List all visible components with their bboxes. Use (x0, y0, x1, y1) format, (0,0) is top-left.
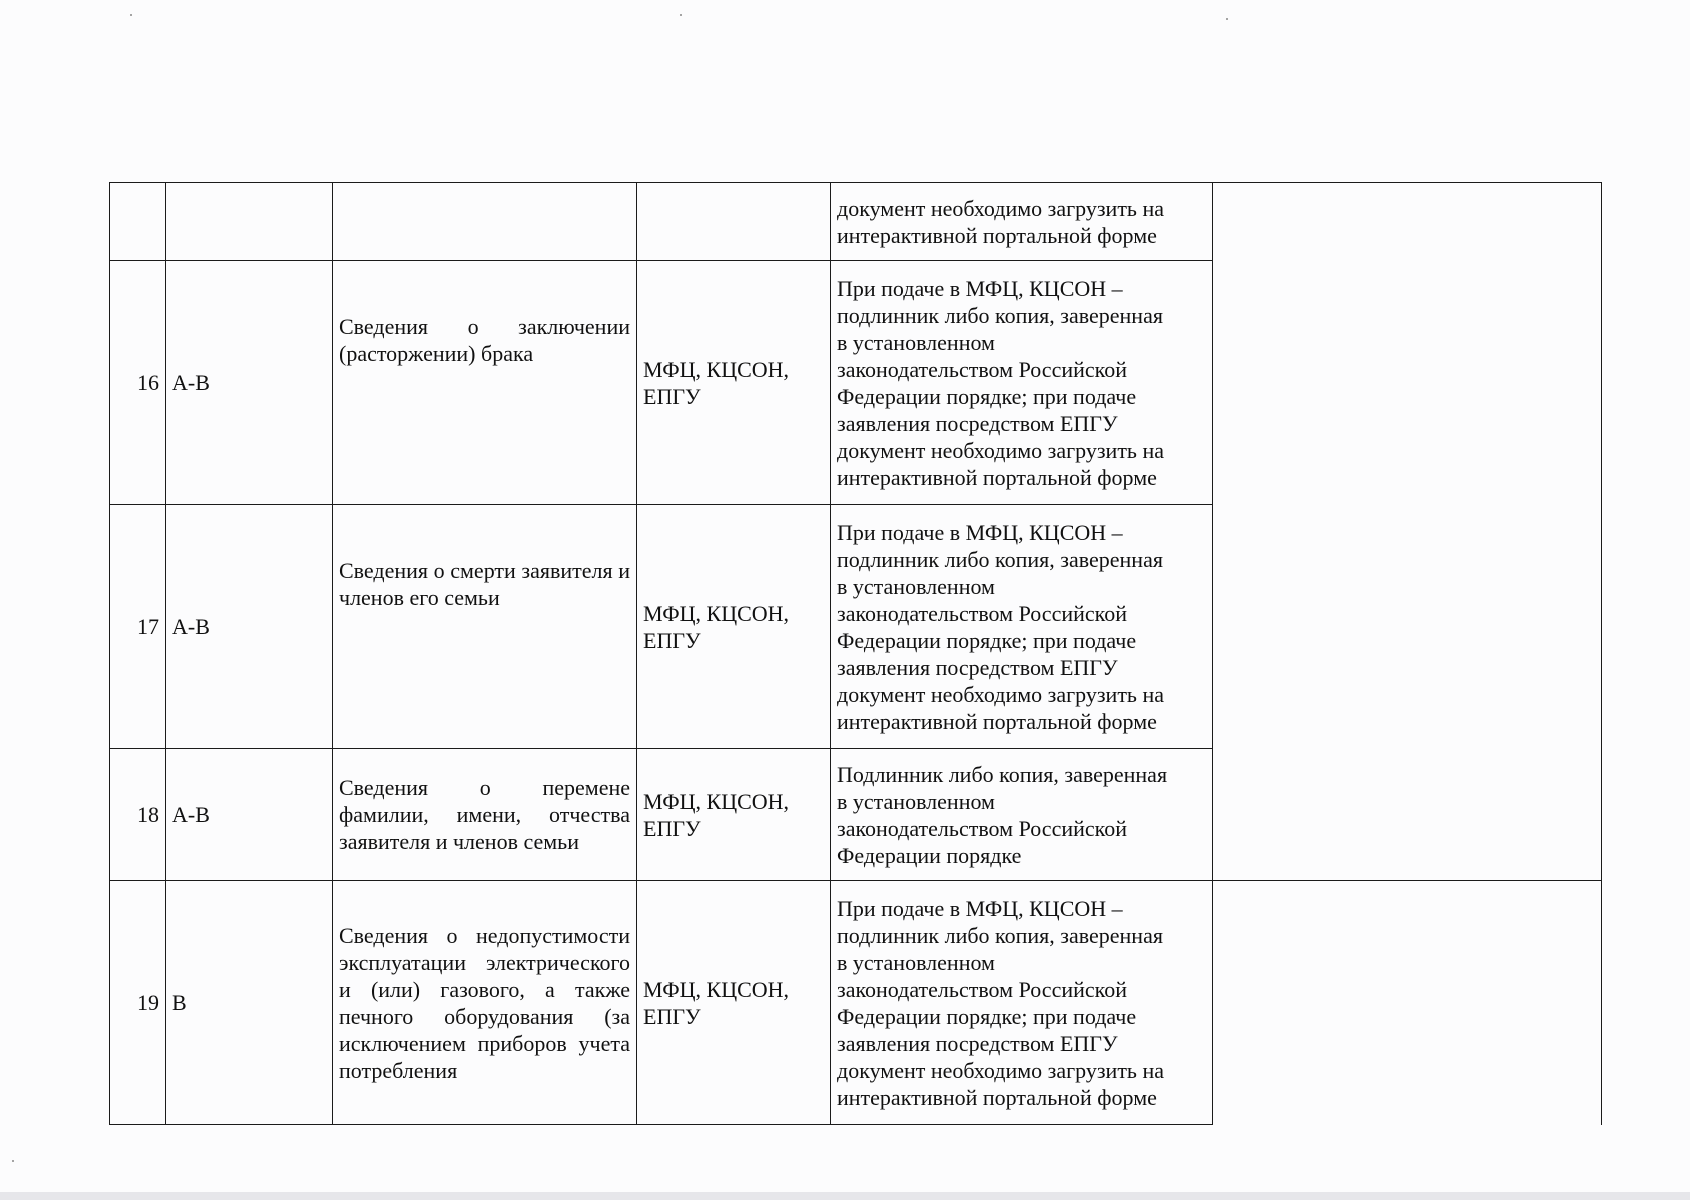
row-document: Сведения о смерти заявителя и членов его семьи (333, 505, 637, 749)
row-requirement (831, 183, 1213, 261)
requirement-line: законодательством Российской (837, 600, 1127, 626)
requirement-line: законодательством Российской (837, 976, 1127, 1002)
row-category (166, 183, 333, 261)
requirement-line: подлинник либо копия, заверенная (837, 302, 1163, 328)
requirement-line: документ необходимо загрузить на (837, 1057, 1165, 1083)
row-notes-empty (1213, 881, 1602, 1125)
row-submission-place (637, 183, 831, 261)
requirement-line: в установленном (837, 788, 995, 814)
requirement-line: подлинник либо копия, заверенная (837, 546, 1163, 572)
scan-speck (130, 14, 132, 16)
scan-speck (680, 14, 682, 16)
row-requirement (831, 505, 1213, 749)
requirement-line: документ необходимо загрузить на (837, 681, 1165, 707)
documents-table (109, 182, 1602, 1125)
requirement-line: Федерации порядке; при подаче (837, 383, 1137, 409)
requirement-line: интерактивной портальной форме (837, 1084, 1157, 1110)
scan-speck (12, 1160, 14, 1162)
row-number: 17 (110, 505, 166, 749)
row-submission-place: МФЦ, КЦСОН, ЕПГУ (637, 505, 831, 749)
requirement-line: законодательством Российской (837, 815, 1127, 841)
row-requirement (831, 261, 1213, 505)
row-submission-place: МФЦ, КЦСОН, ЕПГУ (637, 749, 831, 881)
requirement-line: интерактивной портальной форме (837, 708, 1157, 734)
requirement-line: заявления посредством ЕПГУ (837, 410, 1118, 436)
requirement-line: в установленном (837, 329, 995, 355)
row-category: А-В (166, 749, 333, 881)
row-submission-place: МФЦ, КЦСОН, ЕПГУ (637, 881, 831, 1125)
requirement-line: Подлинник либо копия, заверенная (837, 761, 1168, 787)
requirement-line: законодательством Российской (837, 356, 1127, 382)
page-bottom-edge (0, 1192, 1690, 1200)
row-document (333, 183, 637, 261)
requirement-line: документ необходимо загрузить на (837, 195, 1165, 221)
requirement-line: интерактивной портальной форме (837, 464, 1157, 490)
row-document: Сведения о заключении (расторжении) брака (333, 261, 637, 505)
row-number: 18 (110, 749, 166, 881)
table-row (110, 881, 1602, 1125)
row-notes-empty (1213, 183, 1602, 881)
row-number: 16 (110, 261, 166, 505)
requirement-line: интерактивной портальной форме (837, 222, 1157, 248)
requirement-line: заявления посредством ЕПГУ (837, 1030, 1118, 1056)
requirement-line: в установленном (837, 573, 995, 599)
scan-speck (1226, 18, 1228, 20)
requirement-line: При подаче в МФЦ, КЦСОН – (837, 895, 1123, 921)
requirement-line: в установленном (837, 949, 995, 975)
table-row (110, 183, 1602, 261)
requirement-line: документ необходимо загрузить на (837, 437, 1165, 463)
requirement-line: заявления посредством ЕПГУ (837, 654, 1118, 680)
requirement-line: При подаче в МФЦ, КЦСОН – (837, 519, 1123, 545)
requirement-line: подлинник либо копия, заверенная (837, 922, 1163, 948)
row-document: Сведения о недопустимости эксплуатации электрического и (или) газового, а также печного оборудования (за исключением приборов учета потребления (333, 881, 637, 1125)
requirement-line: Федерации порядке; при подаче (837, 627, 1137, 653)
row-number (110, 183, 166, 261)
row-submission-place: МФЦ, КЦСОН, ЕПГУ (637, 261, 831, 505)
row-number: 19 (110, 881, 166, 1125)
requirement-line: Федерации порядке (837, 842, 1022, 868)
row-category: В (166, 881, 333, 1125)
row-requirement (831, 749, 1213, 881)
row-category: А-В (166, 505, 333, 749)
row-requirement (831, 881, 1213, 1125)
requirement-line: При подаче в МФЦ, КЦСОН – (837, 275, 1123, 301)
row-document: Сведения о перемене фамилии, имени, отчества заявителя и членов семьи (333, 749, 637, 881)
requirement-line: Федерации порядке; при подаче (837, 1003, 1137, 1029)
row-category: А-В (166, 261, 333, 505)
